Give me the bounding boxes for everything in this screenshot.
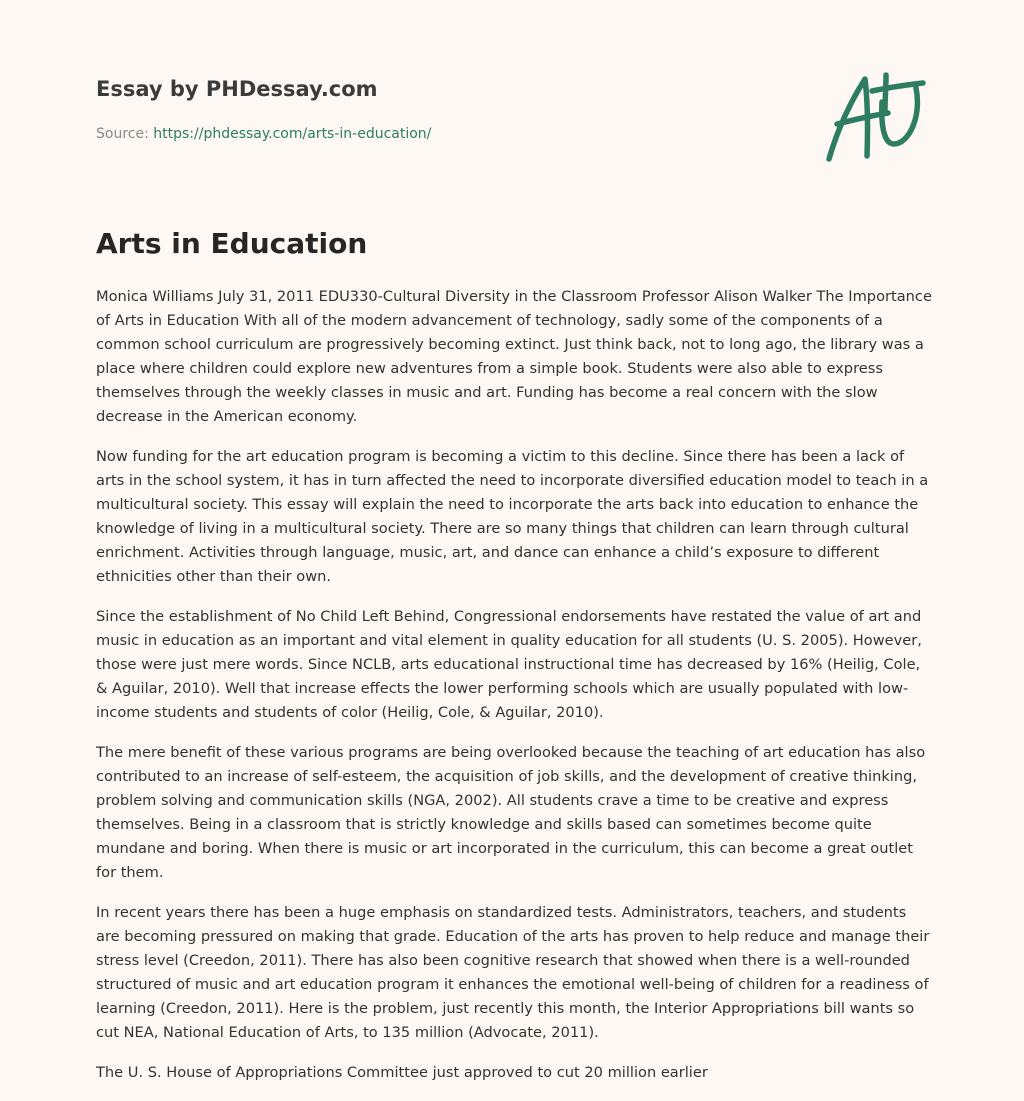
a-plus-logo-icon (822, 66, 928, 166)
source-link[interactable]: https://phdessay.com/arts-in-education/ (153, 126, 432, 142)
paragraph: Now funding for the art education program is becoming a victim to this decline. Since there has been a lack of arts in the school system, it has in turn affected the need to incorporate diversified education model to teach in a multicultural society. This essay will explain the need to incorporate the arts back into education to enhance the knowledge of living in a multicultural society. There are so many things that children can learn through cultural enrichment. Activities through language, music, art, and dance can enhance a child’s exposure to different ethnicities other than their own. (96, 448, 929, 585)
paragraph: Monica Williams July 31, 2011 EDU330-Cultural Diversity in the Classroom Professor Alison Walker The Importance of Arts in Education With all of the modern advancement of technology, sadly some of the components of a common school curriculum are progressively becoming extinct. Just think back, not to long ago, the library was a place where children could explore new adventures from a simple book. Students were also able to express themselves through the weekly classes in music and art. Funding has become a real concern with the slow decrease in the American economy. (96, 288, 932, 425)
paragraph: Since the establishment of No Child Left Behind, Congressional endorsements have restated the value of art and music in education as an important and vital element in quality education for all students (U. S. 2005). However, those were just mere words. Since NCLB, arts educational instructional time has decreased by 16% (Heilig, Cole, & Aguilar, 2010). Well that increase effects the lower performing schools which are usually populated with low-income students and students of color (Heilig, Cole, & Aguilar, 2010). (96, 608, 922, 721)
site-brand: Essay by PHDessay.com (96, 77, 378, 101)
article-body (96, 285, 932, 1101)
paragraph: The mere benefit of these various programs are being overlooked because the teaching of art education has also contributed to an increase of self-esteem, the acquisition of job skills, and the development of creative thinking, problem solving and communication skills (NGA, 2002). All students crave a time to be creative and express themselves. Being in a classroom that is strictly knowledge and skills based can sometimes become quite mundane and boring. When there is music or art incorporated in the curriculum, this can become a great outlet for them. (96, 744, 926, 881)
article-title: Arts in Education (96, 227, 368, 260)
header (96, 74, 796, 144)
source-line (96, 124, 796, 144)
paragraph: The U. S. House of Appropriations Committee just approved to cut 20 million earlier (96, 1064, 708, 1081)
paragraph: In recent years there has been a huge emphasis on standardized tests. Administrators, teachers, and students are becoming pressured on making that grade. Education of the arts has proven to help reduce and manage their stress level (Creedon, 2011). There has also been cognitive research that showed when there is a well-rounded structured of music and art education program it enhances the emotional well-being of children for a readiness of learning (Creedon, 2011). Here is the problem, just recently this month, the Interior Appropriations bill wants so cut NEA, National Education of Arts, to 135 million (Advocate, 2011). (96, 904, 930, 1041)
source-label: Source: (96, 126, 149, 142)
